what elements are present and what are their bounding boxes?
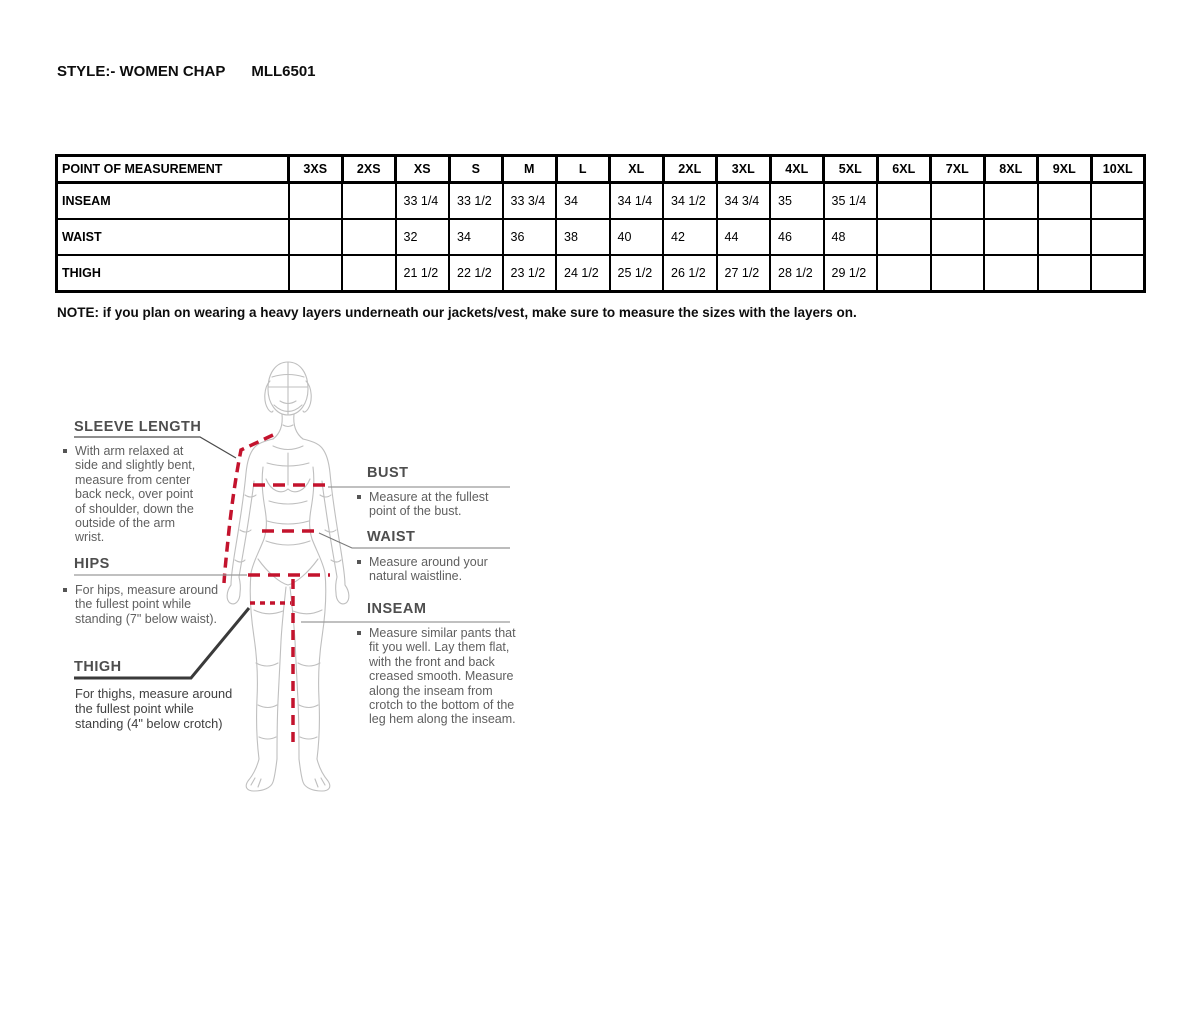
- bullet-square-icon: [357, 631, 361, 635]
- cell: 34: [556, 183, 610, 220]
- col-header-xs: XS: [396, 156, 450, 183]
- row-label: WAIST: [57, 219, 289, 255]
- table-header-row: [57, 156, 1145, 183]
- cell: [877, 219, 931, 255]
- cell: [1038, 219, 1092, 255]
- row-label: INSEAM: [57, 183, 289, 220]
- bullet-square-icon: [357, 495, 361, 499]
- waist-heading: WAIST: [367, 529, 416, 545]
- col-header-6xl: 6XL: [877, 156, 931, 183]
- thigh-description: For thighs, measure around the fullest point while standing (4" below crotch): [75, 686, 233, 731]
- page-title: [57, 63, 316, 80]
- bust-description: Measure at the fullest point of the bust.: [356, 490, 509, 519]
- cell: 48: [824, 219, 878, 255]
- table-row-thigh: [57, 255, 1145, 292]
- bullet-square-icon: [63, 449, 67, 453]
- cell: 33 1/4: [396, 183, 450, 220]
- col-header-9xl: 9XL: [1038, 156, 1092, 183]
- cell: [1091, 183, 1145, 220]
- col-header-8xl: 8XL: [984, 156, 1038, 183]
- cell: 26 1/2: [663, 255, 717, 292]
- col-header-s: S: [449, 156, 503, 183]
- size-chart-table: [55, 154, 1146, 293]
- cell: [984, 255, 1038, 292]
- cell: [289, 255, 343, 292]
- cell: 23 1/2: [503, 255, 557, 292]
- cell: 36: [503, 219, 557, 255]
- cell: 34: [449, 219, 503, 255]
- note-text: NOTE: if you plan on wearing a heavy layers underneath our jackets/vest, make sure to measure the sizes with the layers on.: [57, 305, 857, 320]
- col-header-5xl: 5XL: [824, 156, 878, 183]
- cell: [984, 183, 1038, 220]
- cell: 21 1/2: [396, 255, 450, 292]
- cell: [289, 219, 343, 255]
- col-header-xl: XL: [610, 156, 664, 183]
- cell: 29 1/2: [824, 255, 878, 292]
- bust-heading: BUST: [367, 465, 409, 481]
- table-row-inseam: [57, 183, 1145, 220]
- col-header-10xl: 10XL: [1091, 156, 1145, 183]
- cell: [931, 183, 985, 220]
- cell: 34 1/2: [663, 183, 717, 220]
- cell: 40: [610, 219, 664, 255]
- cell: 33 1/2: [449, 183, 503, 220]
- row-label: THIGH: [57, 255, 289, 292]
- cell: 27 1/2: [717, 255, 771, 292]
- cell: [1091, 255, 1145, 292]
- cell: [1091, 219, 1145, 255]
- cell: [342, 219, 396, 255]
- cell: [931, 255, 985, 292]
- cell: 28 1/2: [770, 255, 824, 292]
- inseam-heading: INSEAM: [367, 601, 427, 617]
- sleeve-length-heading: SLEEVE LENGTH: [74, 419, 202, 435]
- cell: [1038, 183, 1092, 220]
- col-header-pom: POINT OF MEASUREMENT: [57, 156, 289, 183]
- cell: 22 1/2: [449, 255, 503, 292]
- cell: [342, 183, 396, 220]
- sleeve-measure-line: [224, 435, 273, 583]
- style-code: MLL6501: [251, 63, 316, 80]
- cell: 46: [770, 219, 824, 255]
- col-header-4xl: 4XL: [770, 156, 824, 183]
- cell: [931, 219, 985, 255]
- cell: [984, 219, 1038, 255]
- table-row-waist: [57, 219, 1145, 255]
- col-header-2xl: 2XL: [663, 156, 717, 183]
- cell: 24 1/2: [556, 255, 610, 292]
- cell: 38: [556, 219, 610, 255]
- col-header-l: L: [556, 156, 610, 183]
- col-header-m: M: [503, 156, 557, 183]
- cell: 44: [717, 219, 771, 255]
- bullet-square-icon: [357, 560, 361, 564]
- bullet-square-icon: [63, 588, 67, 592]
- cell: [1038, 255, 1092, 292]
- waist-description: Measure around your natural waistline.: [356, 555, 504, 584]
- cell: 35 1/4: [824, 183, 878, 220]
- cell: 34 3/4: [717, 183, 771, 220]
- cell: 33 3/4: [503, 183, 557, 220]
- sleeve-length-description: With arm relaxed at side and slightly bent, measure from center back neck, over point of shoulder, down the outside of the arm wrist.: [62, 444, 207, 545]
- hips-description: For hips, measure around the fullest point while standing (7" below waist).: [62, 583, 225, 626]
- style-name: STYLE:- WOMEN CHAP: [57, 63, 226, 80]
- col-header-3xs: 3XS: [289, 156, 343, 183]
- cell: 42: [663, 219, 717, 255]
- cell: 25 1/2: [610, 255, 664, 292]
- cell: [877, 183, 931, 220]
- col-header-7xl: 7XL: [931, 156, 985, 183]
- col-header-2xs: 2XS: [342, 156, 396, 183]
- cell: [289, 183, 343, 220]
- cell: 35: [770, 183, 824, 220]
- measurement-diagram: [60, 345, 620, 810]
- col-header-3xl: 3XL: [717, 156, 771, 183]
- inseam-description: Measure similar pants that fit you well. Lay them flat, with the front and back creased smooth. Measure along the inseam from crotch to the bottom of the leg hem along the inseam.: [356, 626, 527, 727]
- cell: [342, 255, 396, 292]
- cell: 32: [396, 219, 450, 255]
- thigh-heading: THIGH: [74, 659, 122, 675]
- hips-heading: HIPS: [74, 556, 110, 572]
- cell: 34 1/4: [610, 183, 664, 220]
- cell: [877, 255, 931, 292]
